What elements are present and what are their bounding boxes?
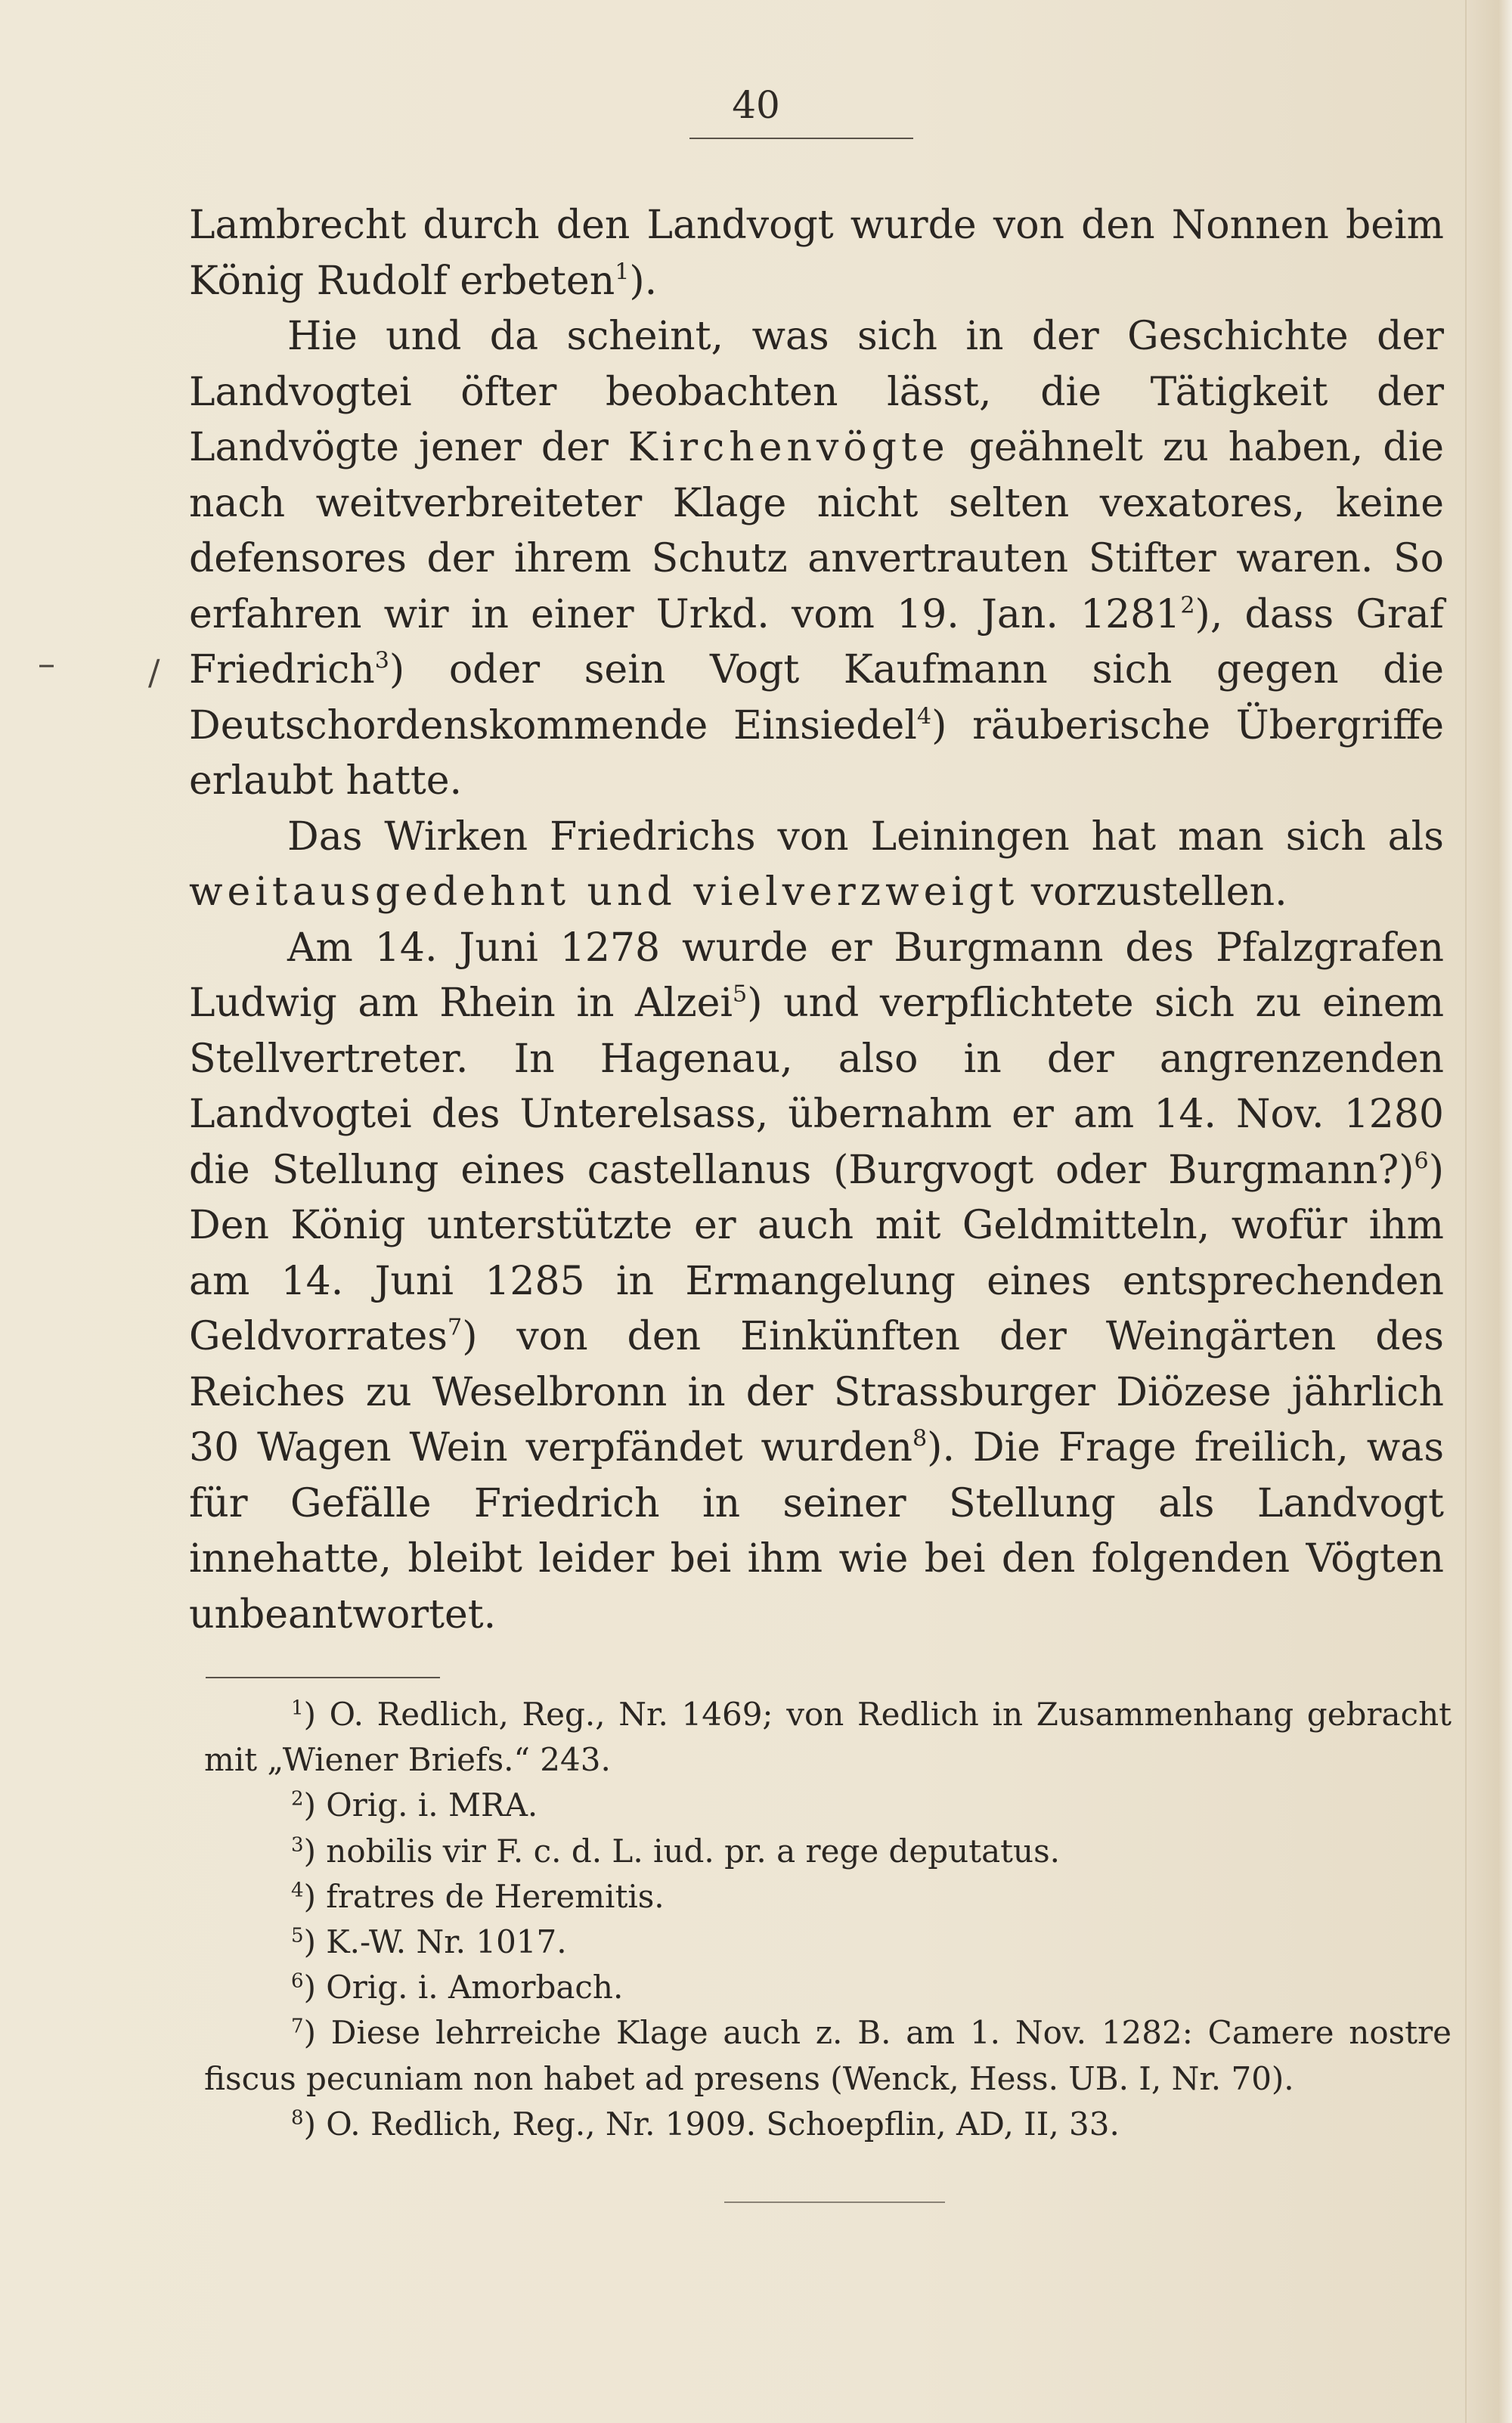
footnote-ref-3: 3 — [374, 647, 389, 674]
footnote-ref-5: 5 — [733, 981, 748, 1008]
footnote-ref-1: 1 — [615, 258, 630, 285]
footnote-5: $^5$) K.-W. Nr. 1017. — [291, 1923, 567, 1961]
footnote-separator — [206, 1677, 440, 1678]
footnotes — [204, 1692, 1452, 2147]
paragraph-4: Am 14. Juni 1278 wurde er Burgmann des Pfalzgrafen Ludwig am Rhein in Alzei$^5$) und verpflichtete sich zu einem Stellvertreter. In Hagenau, also in der angrenzenden Landvogtei des Unterelsass, übernahm er am 14. Nov. 1280 die Stellung eines castellanus (Burgvogt oder Burgmann?)$^6$) Den König unterstützte er auch mit Geldmitteln, wofür ihm am 14. Juni 1285 in Ermangelung eines entsprechenden Geldvorrates$^7$) von den Einkünften der Weingärten des Reiches zu Weselbronn in der Strassburger Diözese jährlich 30 Wagen Wein verpfändet wurden$^8$). Die Frage freilich, was für Gefälle Friedrich in seiner Stellung als Landvogt innehatte, bleibt leider bei ihm wie bei den folgenden Vögten unbeantwortet. — [189, 925, 1445, 1638]
page-number: 40 — [732, 83, 780, 127]
footnote-ref-6: 6 — [1414, 1147, 1429, 1174]
footnote-2: $^2$) Orig. i. MRA. — [291, 1786, 538, 1824]
margin-slash-mark: / — [148, 652, 160, 693]
paragraph-3: Das Wirken Friedrichs von Leiningen hat man sich als weitausgedehnt und vielverzweigt vorzustellen. — [189, 813, 1444, 915]
spaced-emphasis: Kirchenvögte — [627, 425, 950, 470]
main-text — [189, 198, 1444, 1643]
paragraph-2: Hie und da scheint, was sich in der Geschichte der Landvogtei öfter beobachten lässt, die Tätigkeit der Landvögte jener der Kirchenvögte geähnelt zu haben, die nach weitverbreiteter Klage nicht selten vexatores, keine defensores der ihrem Schutz anvertrauten Stifter waren. So erfahren wir in einer Urkd. vom 19. Jan. 1281$^2$), dass Graf Friedrich$^3$) oder sein Vogt Kaufmann sich gegen die Deutschordenskommende Einsiedel$^4$) räuberische Übergriffe erlaubt hatte. — [189, 314, 1444, 804]
margin-dash-mark: – — [38, 643, 55, 683]
footnote-4: $^4$) fratres de Heremitis. — [291, 1877, 665, 1915]
footnote-ref-4: 4 — [916, 702, 932, 730]
footnote-ref-8: 8 — [912, 1425, 928, 1452]
footnote-3: $^3$) nobilis vir F. c. d. L. iud. pr. a rege deputatus. — [291, 1832, 1060, 1870]
footnote-ref-2: 2 — [1180, 591, 1195, 618]
footnote-ref-7: 7 — [448, 1314, 463, 1341]
spaced-emphasis: weitausgedehnt und vielverzweigt — [189, 869, 1019, 915]
bottom-rule — [724, 2201, 945, 2203]
footnote-1: $^1$) O. Redlich, Reg., Nr. 1469; von Redlich in Zusammenhang gebracht mit „Wiener Briefs.“ 243. — [204, 1696, 1452, 1779]
footnote-7: $^7$) Diese lehrreiche Klage auch z. B. am 1. Nov. 1282: Camere nostre fiscus pecuniam non habet ad presens (Wenck, Hess. UB. I, Nr. 70). — [204, 2014, 1452, 2097]
paragraph-1: Lambrecht durch den Landvogt wurde von den Nonnen beim König Rudolf erbeten$^1$). — [189, 203, 1444, 304]
footnote-6: $^6$) Orig. i. Amorbach. — [291, 1969, 624, 2006]
page-edge — [1465, 0, 1512, 2423]
header-rule — [689, 138, 913, 139]
footnote-8: $^8$) O. Redlich, Reg., Nr. 1909. Schoepflin, AD, II, 33. — [291, 2105, 1120, 2143]
